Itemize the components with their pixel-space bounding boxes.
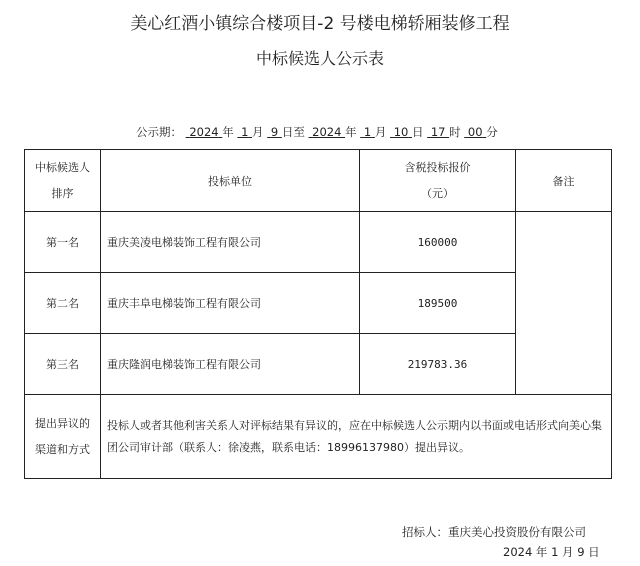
header-price: [360, 150, 516, 212]
objection-row: [25, 395, 612, 479]
period-end-hour: 17: [430, 125, 446, 139]
period-end-day: 10: [393, 125, 409, 139]
header-rank-line2: 排序: [51, 186, 74, 200]
publicity-period: [136, 124, 498, 140]
period-start-day: 9: [270, 125, 279, 139]
table-row: [25, 212, 612, 273]
row-rank: 第一名: [25, 212, 101, 273]
row-rank: 第二名: [25, 273, 101, 334]
header-price-line2: （元）: [421, 186, 454, 200]
row-unit: 重庆丰阜电梯装饰工程有限公司: [101, 273, 360, 334]
notice-date: 2024 年 1 月 9 日: [503, 545, 600, 559]
period-start-month: 1: [241, 125, 249, 139]
row-price: 219783.36: [360, 334, 516, 395]
row-rank: 第三名: [25, 334, 101, 395]
candidate-table: [24, 149, 612, 479]
month-unit: 月: [252, 125, 264, 139]
objection-label: [25, 395, 101, 479]
table-header-row: [25, 150, 612, 212]
hour-unit: 时: [449, 125, 461, 139]
period-end-year: 2024: [312, 125, 342, 139]
header-rank-line1: 中标候选人: [35, 160, 90, 174]
page-title: 美心红酒小镇综合楼项目-2 号楼电梯轿厢装修工程: [130, 14, 510, 34]
row-unit: 重庆隆润电梯装饰工程有限公司: [101, 334, 360, 395]
row-price: 160000: [360, 212, 516, 273]
objection-label-line2: 渠道和方式: [35, 442, 90, 456]
header-price-line1: 含税投标报价: [404, 160, 471, 174]
month-unit: 月: [374, 125, 387, 139]
period-to: 日至: [281, 125, 305, 139]
page-subtitle: 中标候选人公示表: [255, 49, 384, 68]
year-unit: 年: [345, 125, 357, 139]
period-end-month: 1: [363, 125, 372, 139]
row-unit: 重庆美凌电梯装饰工程有限公司: [101, 212, 360, 273]
header-rank: [25, 150, 101, 212]
day-unit: 日: [412, 125, 424, 139]
remark-cell: [516, 212, 612, 395]
year-unit: 年: [222, 125, 234, 139]
period-start-year: 2024: [189, 125, 219, 139]
header-unit: 投标单位: [101, 150, 360, 212]
objection-text: 投标人或者其他利害关系人对评标结果有异议的，应在中标候选人公示期内以书面或电话形式向美心集团公司审计部（联系人：徐凌燕，联系电话：18996137980）提出异议。: [101, 395, 612, 479]
header-remark: 备注: [516, 150, 612, 212]
period-end-minute: 00: [467, 125, 483, 139]
minute-unit: 分: [486, 125, 498, 139]
row-price: 189500: [360, 273, 516, 334]
tenderer: 招标人：重庆美心投资股份有限公司: [402, 525, 586, 539]
period-label: 公示期：: [136, 125, 182, 139]
objection-label-line1: 提出异议的: [35, 416, 90, 430]
